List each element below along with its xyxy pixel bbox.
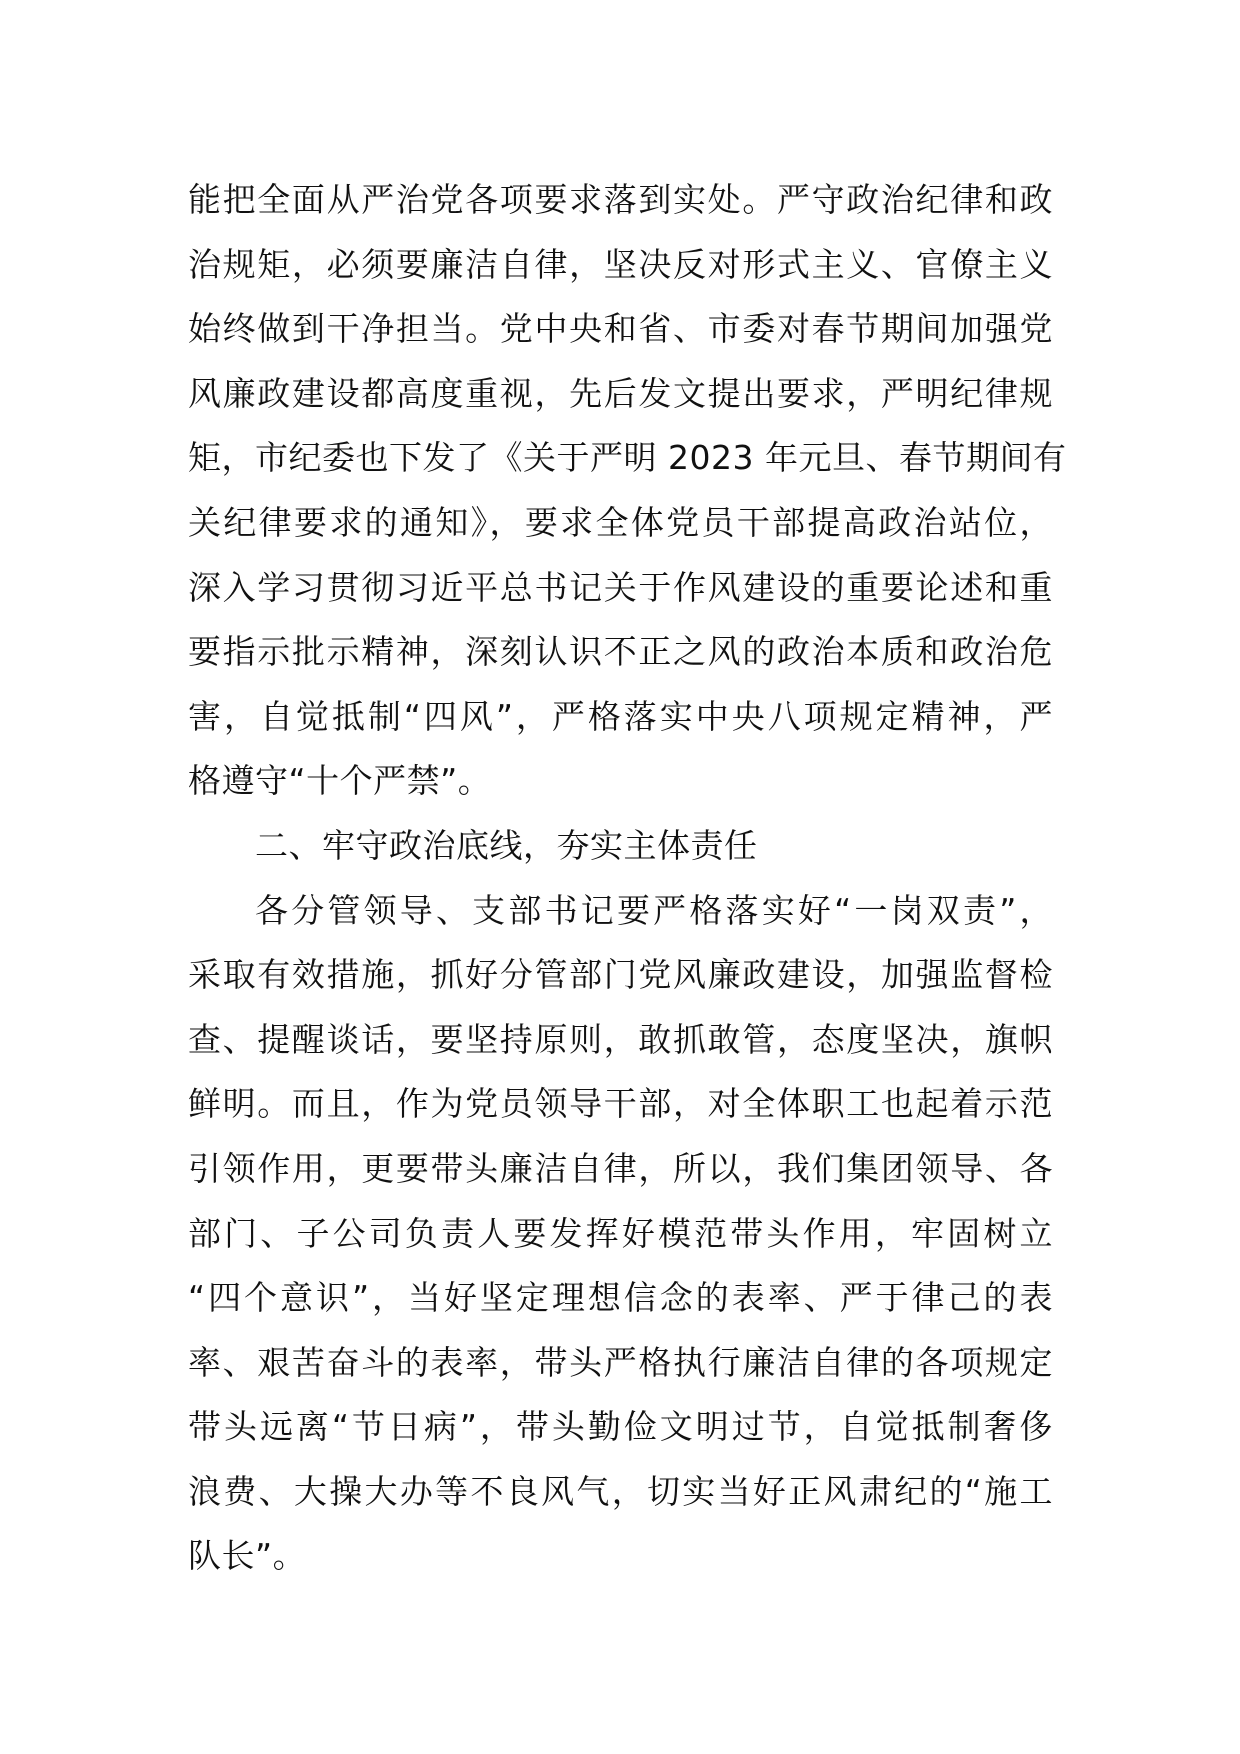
- paragraph-line: 始终做到干净担当。党中央和省、市委对春节期间加强党: [188, 309, 1053, 349]
- paragraph-line: 队长”。: [188, 1536, 307, 1576]
- paragraph-line: 采取有效措施，抓好分管部门党风廉政建设，加强监督检: [188, 955, 1053, 995]
- paragraph-line: 关纪律要求的通知》，要求全体党员干部提高政治站位，: [188, 502, 1053, 542]
- paragraph-line: 浪费、大操大办等不良风气，切实当好正风肃纪的“施工: [188, 1471, 1053, 1511]
- paragraph-line: 能把全面从严治党各项要求落到实处。严守政治纪律和政: [188, 180, 1053, 219]
- paragraph-line: 治规矩，必须要廉洁自律，坚决反对形式主义、官僚主义: [188, 244, 1053, 284]
- paragraph-line: 各分管领导、支部书记要严格落实好“一岗双责”，: [255, 890, 1053, 930]
- section-heading: 二、牢守政治底线，夯实主体责任: [255, 825, 758, 865]
- paragraph-line: 部门、子公司负责人要发挥好模范带头作用，牢固树立: [188, 1213, 1053, 1253]
- paragraph-1: [188, 168, 1067, 814]
- paragraph-2: [188, 879, 1053, 1590]
- paragraph-line: 鲜明。而且，作为党员领导干部，对全体职工也起着示范: [188, 1084, 1053, 1124]
- paragraph-line: 引领作用，更要带头廉洁自律，所以，我们集团领导、各: [188, 1148, 1053, 1188]
- paragraph-line: 要指示批示精神，深刻认识不正之风的政治本质和政治危: [188, 632, 1053, 672]
- paragraph-line: 查、提醒谈话，要坚持原则，敢抓敢管，态度坚决，旗帜: [188, 1019, 1053, 1059]
- paragraph-line: 害，自觉抵制“四风”，严格落实中央八项规定精神，严: [188, 696, 1053, 736]
- paragraph-line: 深入学习贯彻习近平总书记关于作风建设的重要论述和重: [188, 567, 1053, 607]
- paragraph-line: 格遵守“十个严禁”。: [188, 761, 492, 801]
- paragraph-line: 带头远离“节日病”，带头勤俭文明过节，自觉抵制奢侈: [188, 1407, 1053, 1447]
- document-body: [188, 168, 1067, 1589]
- paragraph-line: 矩，市纪委也下发了《关于严明 2023 年元旦、春节期间有: [188, 438, 1067, 478]
- paragraph-line: 风廉政建设都高度重视，先后发文提出要求，严明纪律规: [188, 373, 1053, 413]
- paragraph-line: 率、艰苦奋斗的表率，带头严格执行廉洁自律的各项规定: [188, 1342, 1053, 1382]
- paragraph-line: “四个意识”，当好坚定理想信念的表率、严于律己的表: [188, 1278, 1053, 1318]
